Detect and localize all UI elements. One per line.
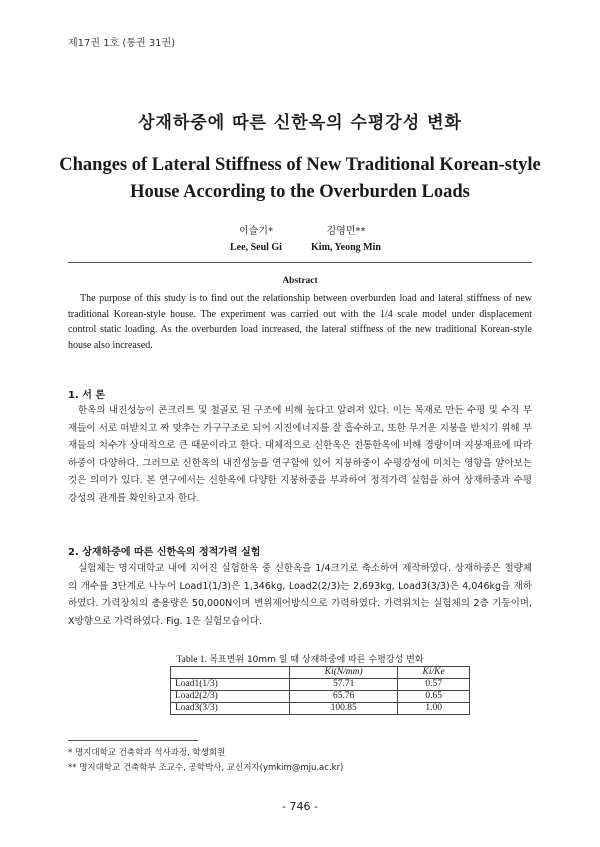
table-caption-prefix: Table 1. [176,655,207,665]
table-cell-ratio: 0.65 [398,691,470,703]
author-1-korean: 이슬기* [239,226,273,237]
page-number: - 746 - [282,800,318,813]
table-cell-label: Load2(2/3) [171,691,290,703]
table-row [171,679,470,691]
table-caption-text: 목표변위 10mm 일 때 상재하중에 따른 수평강성 변화 [209,655,424,665]
table-caption [0,652,600,665]
title-english [40,152,560,206]
author-2-korean: 김영민** [326,226,366,237]
section-1-heading: 1. 서 론 [68,390,106,401]
journal-issue-header: 제17권 1호 (통권 31권) [68,38,176,49]
section-1-body: 한옥의 내진성능이 콘크리트 및 철골로 된 구조에 비해 높다고 알려져 있다. 이는 목재로 만든 수평 및 수직 부재들이 서로 떠받치고 짜 맞추는 가구구조로 되어 지진에너지를 잘 흡수하고, 또한 무거운 지붕을 받치기 위해 부재들의 치수가 상대적으로 큰 때문이라고 한다. 대체적으로 신한옥은 전통한옥에 비해 경량이며 지붕재료에 따라 하중이 다양하다. 그러므로 신한옥의 내진성능을 연구함에 있어 지붕하중이 수평강성에 미치는 영향을 알아보는 것은 의미가 있다. 본 연구에서는 신한옥에 다양한 지붕하중을 부과하여 정적가력 실험을 하여 상재하중과 수평강성의 관계를 확인하고자 한다. [68,405,532,504]
table-cell-ki: 65.76 [290,691,398,703]
table-header-blank [171,667,290,679]
table-row [171,703,470,715]
section-2-heading: 2. 상재하중에 따른 신한옥의 정적가력 실험 [68,547,261,558]
author-2-english: Kim, Yeong Min [311,242,381,253]
abstract-body: The purpose of this study is to find out the relationship between overburden load and lateral stiffness of new traditional Korean-style house. The experiment was carried out with the 1/4 scale model under displacement control static loading. As the overburden load increased, the lateral stiffness of the new traditional Korean-style house also increased. [68,293,532,351]
abstract-heading: Abstract [282,276,318,286]
footnote-2: ** 명지대학교 건축학부 조교수, 공학박사, 교신저자(ymkim@mju.ac.kr) [68,763,344,773]
footnote-divider [68,740,198,741]
table-header-row [171,667,470,679]
title-divider [68,262,532,263]
table-cell-ratio: 1.00 [398,703,470,715]
author-2 [286,224,406,256]
footnote-1: * 명지대학교 건축학과 석사과정, 학생회원 [68,748,226,758]
table-row [171,691,470,703]
title-english-line2: House According to the Overburden Loads [130,182,470,202]
table-cell-ki: 100.85 [290,703,398,715]
author-1-english: Lee, Seul Gi [230,242,282,253]
title-korean: 상재하중에 따른 신한옥의 수평강성 변화 [138,113,462,133]
title-english-line1: Changes of Lateral Stiffness of New Traditional Korean-style [59,155,541,175]
stiffness-table [170,666,470,715]
table-cell-ki: 57.71 [290,679,398,691]
table-cell-label: Load1(1/3) [171,679,290,691]
table-cell-label: Load3(3/3) [171,703,290,715]
table-header-ki: Ki(N/mm) [290,667,398,679]
section-2-body: 실험체는 명지대학교 내에 지어진 실험한옥 중 신한옥을 1/4크기로 축소하여 제작하였다. 상재하중은 철량체의 개수를 3단계로 나누어 Load1(1/3)은 1,346kg, Load2(2/3)는 2,693kg, Load3(3/3)은 4,046kg을 재하하였다. 가력장치의 총용량은 50,000N이며 변위제어방식으로 가력하였다. 가력위치는 실험체의 2층 기둥이며, X방향으로 가력하였다. Fig. 1은 실험모습이다. [68,563,532,627]
table-header-ratio: Ki/Ke [398,667,470,679]
table-cell-ratio: 0.57 [398,679,470,691]
